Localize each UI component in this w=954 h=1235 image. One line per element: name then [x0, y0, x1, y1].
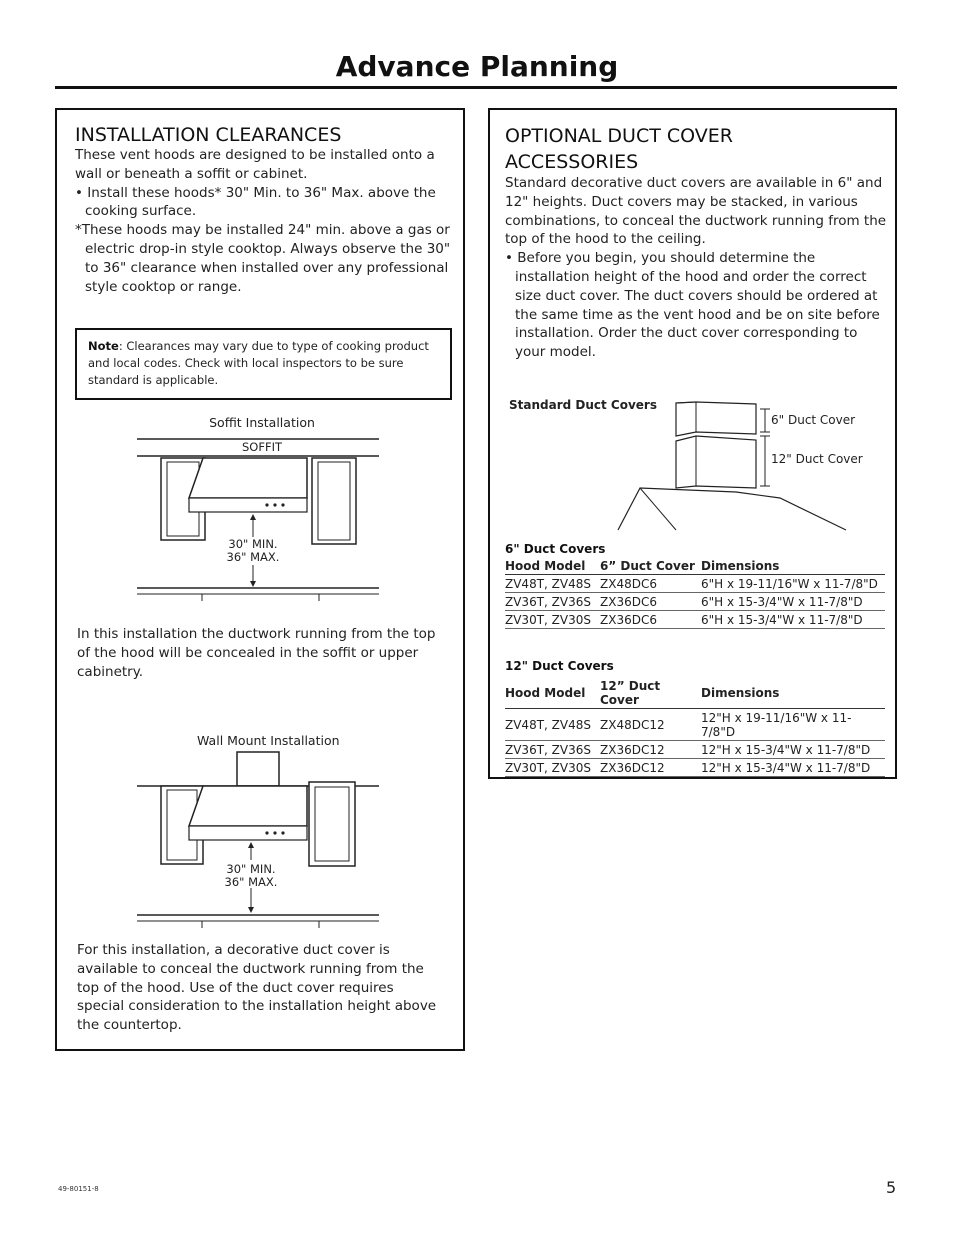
table-row — [505, 593, 885, 611]
table-cell: ZV30T, ZV30S — [505, 759, 600, 777]
soffit-clearance-label — [217, 538, 289, 564]
table-cell: 12"H x 19-11/16"W x 11-7/8"D — [701, 709, 885, 741]
twelve-inch-table-title: 12" Duct Covers — [505, 659, 614, 673]
note-text: : Clearances may vary due to type of cooking product and local codes. Check with local inspectors to be sure standard is applicable. — [88, 339, 429, 387]
table-header-row — [505, 558, 885, 575]
table-cell: ZV36T, ZV36S — [505, 593, 600, 611]
wall-clearance-max: 36" MAX. — [224, 875, 278, 889]
table-row — [505, 709, 885, 741]
table-cell: ZX36DC12 — [600, 741, 701, 759]
table-cell: ZX48DC12 — [600, 709, 701, 741]
six-inch-table-title: 6" Duct Covers — [505, 542, 606, 556]
soffit-paragraph: In this installation the ductwork running from the top of the hood will be concealed in the soffit or upper cabinetry. — [77, 626, 436, 680]
wall-mount-paragraph: For this installation, a decorative duct cover is available to conceal the ductwork running from the top of the hood. Use of the duct cover requires special consideration to the installation height above the countertop. — [77, 942, 437, 1034]
duct-cover-heading-line2: ACCESSORIES — [505, 151, 639, 173]
table-header-row — [505, 678, 885, 709]
duct-cover-panel — [488, 108, 897, 779]
wall-clearance-min: 30" MIN. — [226, 862, 276, 876]
page-number: 5 — [886, 1178, 897, 1197]
clearances-bullet: • Install these hoods* 30" Min. to 36" Max. above the cooking surface. — [75, 184, 436, 220]
table-row — [505, 759, 885, 777]
duct-cover-intro: Standard decorative duct covers are available in 6" and 12" heights. Duct covers may be stacked, in various combinations, to conceal the ductwork running from the top of the hood to the ceiling. — [505, 175, 887, 248]
column-header: Hood Model — [505, 678, 600, 709]
soffit-clearance-max: 36" MAX. — [226, 550, 280, 564]
table-cell: 12"H x 15-3/4"W x 11-7/8"D — [701, 759, 885, 777]
page-title: Advance Planning — [335, 50, 619, 83]
duct-cover-bullet: • Before you begin, you should determine the installation height of the hood and order the correct size duct cover. The duct covers should be ordered at the same time as the vent hood and be on site before installation. Order the duct cover corresponding to your model. — [505, 250, 880, 361]
soffit-caption-text: Soffit Installation — [209, 415, 315, 430]
six-inch-cover-label: 6" Duct Cover — [771, 413, 856, 427]
table-cell: 12"H x 15-3/4"W x 11-7/8"D — [701, 741, 885, 759]
note-label: Note — [88, 339, 119, 353]
table-cell: ZX36DC6 — [600, 593, 701, 611]
column-header: Hood Model — [505, 558, 600, 575]
installation-clearances-panel — [55, 108, 465, 1051]
table-cell: 6"H x 15-3/4"W x 11-7/8"D — [701, 593, 885, 611]
soffit-clearance-min: 30" MIN. — [228, 537, 278, 551]
soffit-label: SOFFIT — [242, 440, 282, 454]
column-header: Dimensions — [701, 678, 885, 709]
clearances-intro: These vent hoods are designed to be installed onto a wall or beneath a soffit or cabinet. — [75, 147, 435, 182]
column-header: Dimensions — [701, 558, 885, 575]
table-cell: ZX48DC6 — [600, 575, 701, 593]
twelve-inch-cover-label: 12" Duct Cover — [771, 452, 863, 466]
installation-clearances-heading: INSTALLATION CLEARANCES — [75, 124, 342, 146]
table-cell: ZV36T, ZV36S — [505, 741, 600, 759]
table-cell: ZV48T, ZV48S — [505, 575, 600, 593]
clearances-footnote: *These hoods may be installed 24" min. above a gas or electric drop-in style cooktop. Always observe the 30" to 36" clearance when installed over any professional style cooktop or range. — [75, 222, 451, 295]
table-row — [505, 741, 885, 759]
six-inch-duct-cover-table — [505, 558, 885, 629]
table-row — [505, 611, 885, 629]
wall-clearance-label — [215, 863, 287, 889]
table-cell: 6"H x 15-3/4"W x 11-7/8"D — [701, 611, 885, 629]
table-cell: ZX36DC12 — [600, 759, 701, 777]
duct-cover-heading-line1: OPTIONAL DUCT COVER — [505, 125, 733, 147]
table-cell: 6"H x 19-11/16"W x 11-7/8"D — [701, 575, 885, 593]
twelve-inch-duct-cover-table — [505, 678, 885, 777]
column-header: 6” Duct Cover — [600, 558, 701, 575]
column-header: 12” Duct Cover — [600, 678, 701, 709]
table-cell: ZV30T, ZV30S — [505, 611, 600, 629]
title-rule — [55, 86, 897, 89]
table-cell: ZV48T, ZV48S — [505, 709, 600, 741]
table-row — [505, 575, 885, 593]
document-code: 49-80151-8 — [58, 1185, 99, 1193]
wall-mount-caption: Wall Mount Installation — [197, 733, 340, 748]
table-cell: ZX36DC6 — [600, 611, 701, 629]
soffit-installation-diagram — [57, 110, 467, 1053]
standard-duct-covers-title: Standard Duct Covers — [509, 398, 657, 412]
